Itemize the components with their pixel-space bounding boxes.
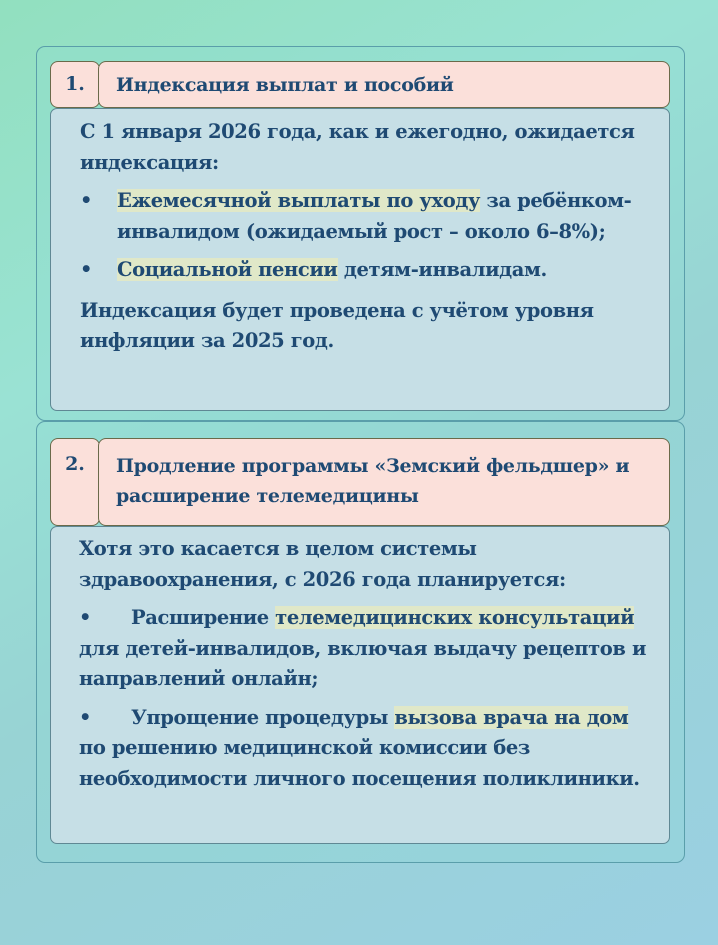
intro-text: Хотя это касается в целом системы здравоохранения, с 2026 года планируется: [79,537,566,591]
highlighted-text: Ежемесячной выплаты по уходу [117,189,481,212]
bullet-item [79,603,655,695]
plain-text: для детей-инвалидов, включая выдачу рецептов и направлений онлайн; [79,636,647,690]
section-body-1 [50,108,670,411]
bullet-item [79,703,655,795]
plain-text: Упрощение процедуры [131,705,395,729]
section-body-2 [50,526,670,844]
section-number-1 [50,61,100,108]
plain-text: Расширение [131,606,276,629]
number-text: 2. [65,453,85,475]
section-indexation [36,46,685,421]
bullet-item [80,186,659,247]
title-text: Продление программы «Земский фельдшер» и расширение телемедицины [116,455,630,507]
plain-text: детям-инвалидам. [337,258,547,281]
section-title-1 [98,61,670,108]
number-text: 1. [65,73,85,95]
highlighted-text: телемедицинских консультаций [275,606,635,629]
bullet-icon: • [80,189,93,212]
intro-text: С 1 января 2026 года, как и ежегодно, ожидается индексация: [80,120,635,174]
bullet-text [117,255,547,286]
bullet-icon: • [79,606,92,629]
bullet-text [117,186,659,247]
section-telemedicine [36,421,685,863]
outro-text: Индексация будет проведена с учётом уровня инфляции за 2025 год. [80,298,594,352]
bullet-icon: • [80,258,93,281]
bullet-icon: • [79,705,92,729]
section-title-2 [98,438,670,526]
plain-text: по решению медицинской комиссии без необходимости личного посещения поликлиники. [79,736,640,790]
highlighted-text: Социальной пенсии [117,258,338,281]
section-number-2 [50,438,100,526]
highlighted-text: вызова врача на дом [394,705,629,729]
title-text: Индексация выплат и пособий [116,74,454,96]
bullet-item [80,255,659,286]
plain-text: за ребёнком-инвалидом (ожидаемый рост – около 6–8%); [117,189,632,243]
